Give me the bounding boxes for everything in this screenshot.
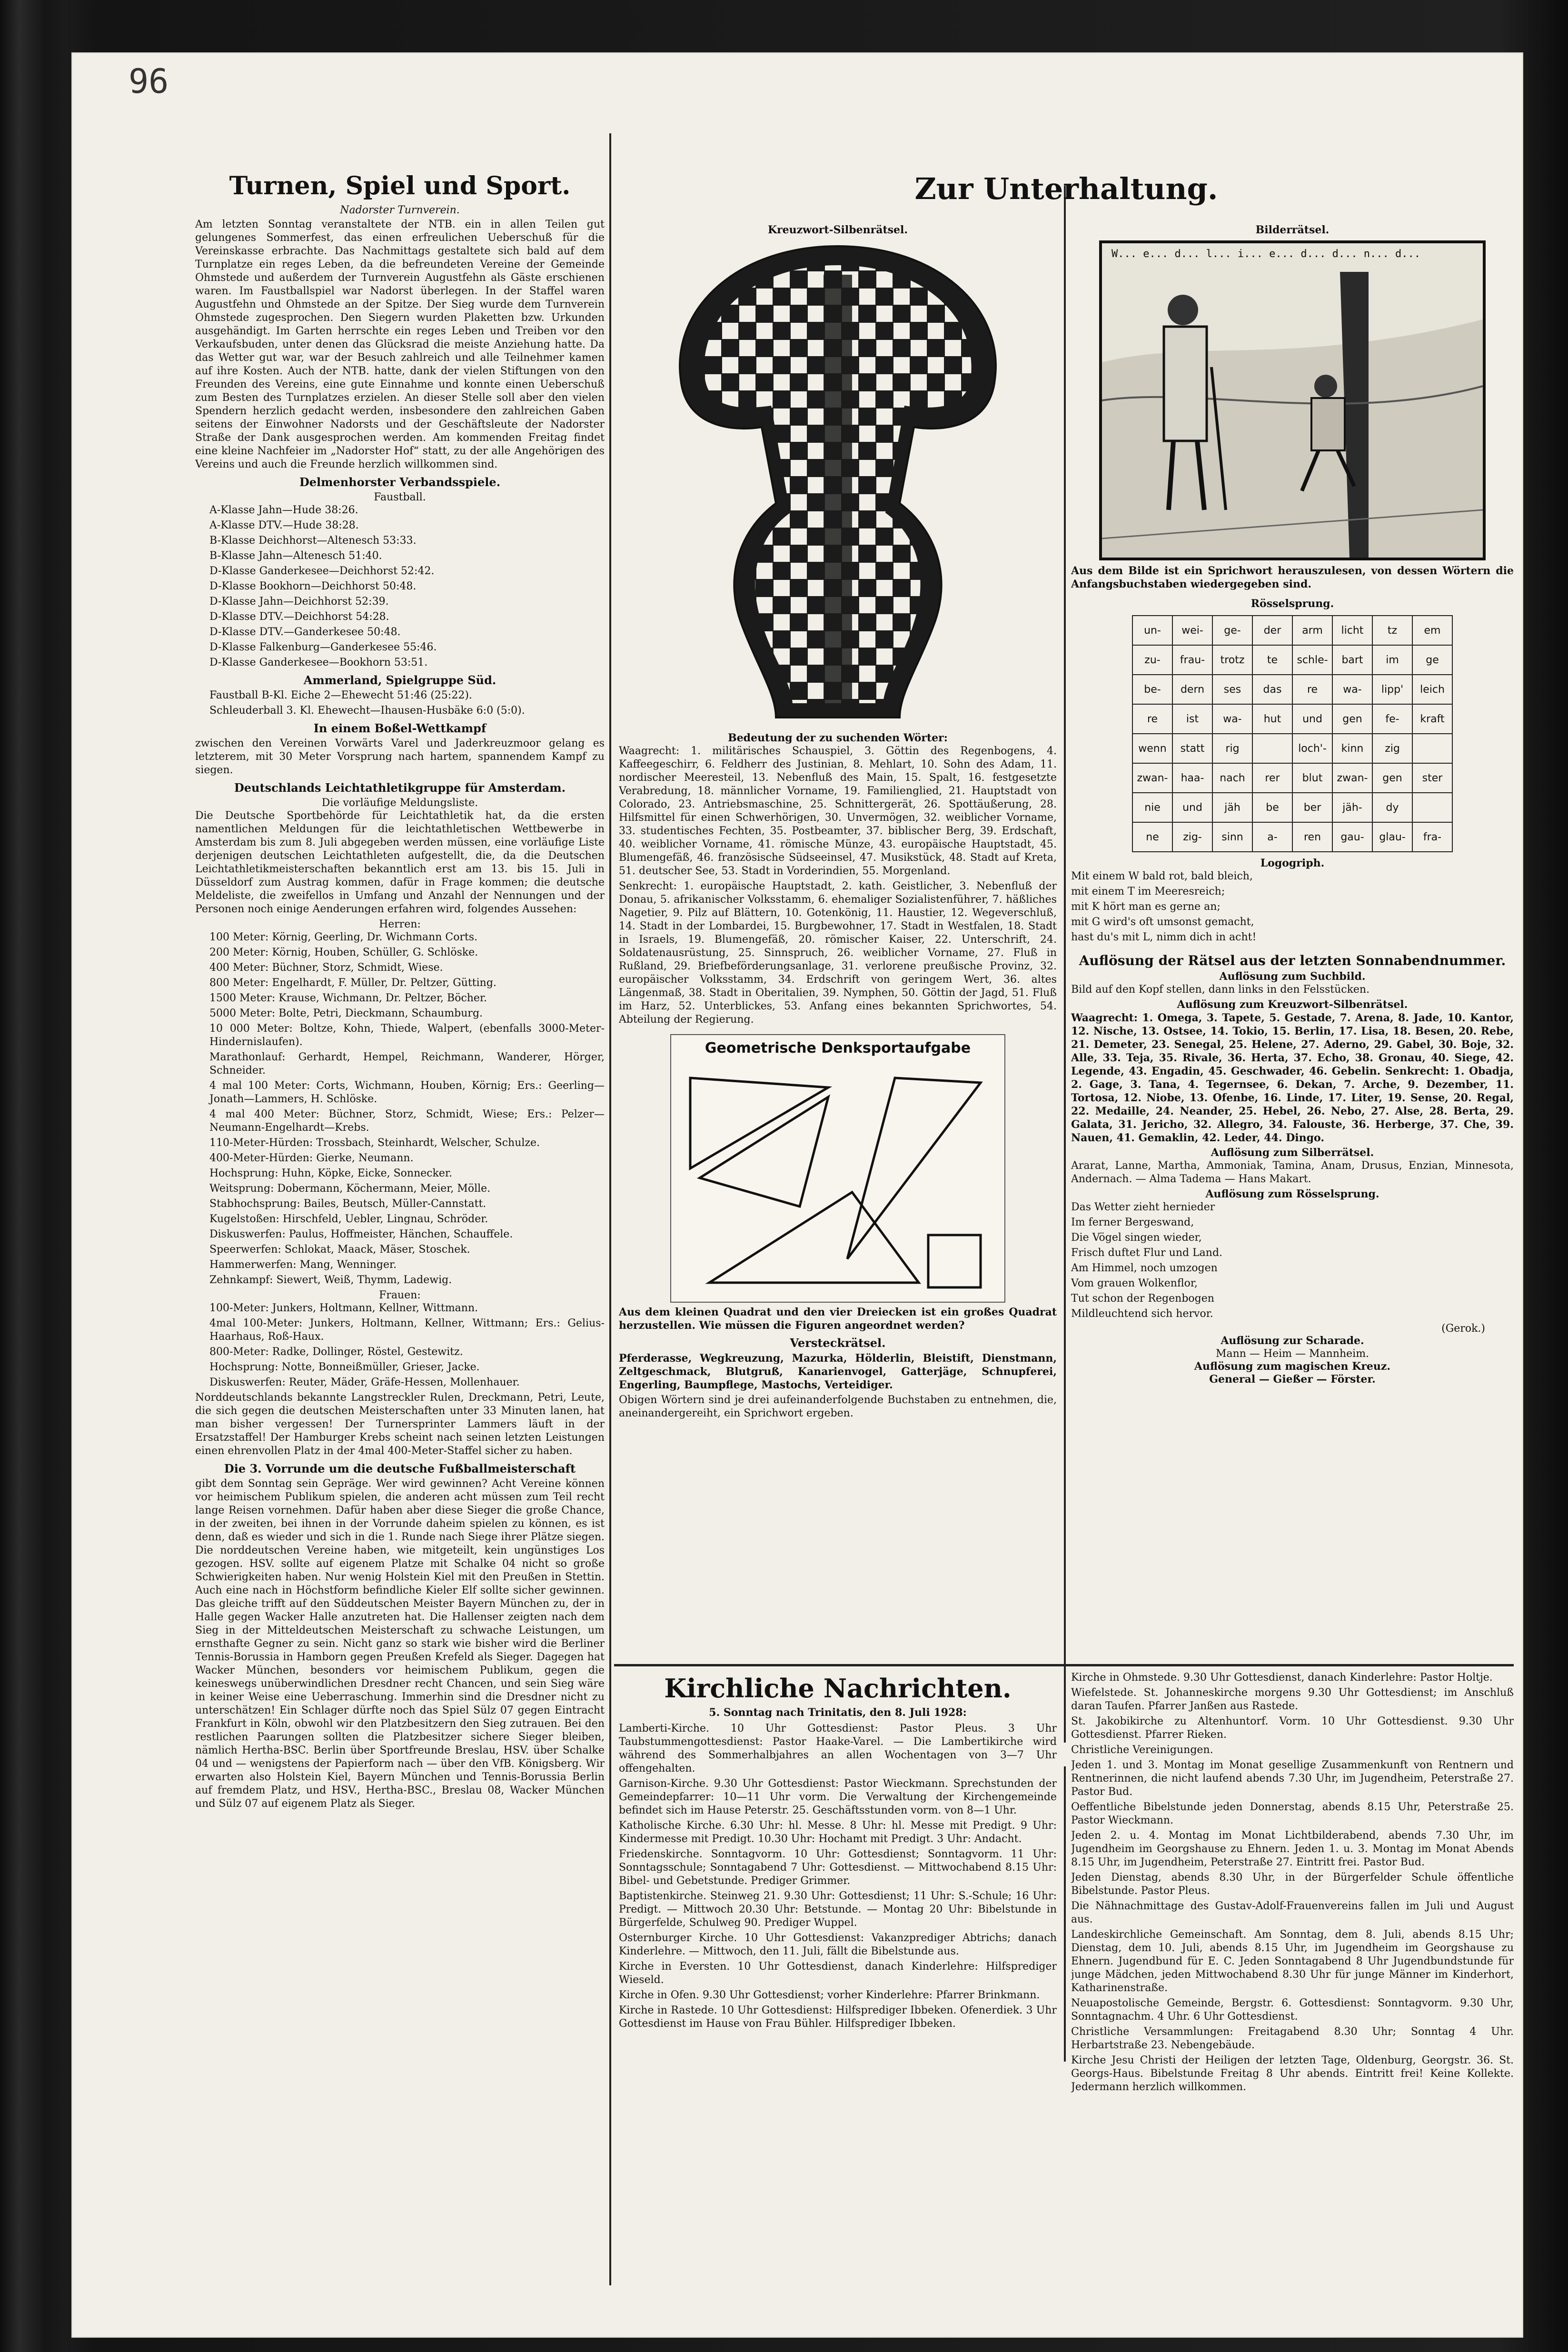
grid-cell: nach — [1212, 763, 1252, 793]
grid-cell: te — [1252, 645, 1292, 675]
grid-cell: wa- — [1212, 704, 1252, 734]
sol5-text: Mann — Heim — Mannheim. — [1215, 1348, 1370, 1360]
athlete-entry: 4 mal 400 Meter: Büchner, Storz, Schmidt, Wiese; Ers.: Pelzer—Neumann-Engelhardt—Krebs. — [209, 1108, 605, 1134]
result-line: D-Klasse DTV.—Deichhorst 54:28. — [209, 611, 389, 623]
grid-cell: wei- — [1172, 616, 1212, 645]
crossword-down: Senkrecht: 1. europäische Hauptstadt, 2. kath. Geistlicher, 3. Nebenfluß der Donau, 5. afrikanischer Volksstamm, 6. ehemaliger Sozialistenführer, 7. häßliches Nagetier, 9. Pilz auf Blättern, 10. Gotenkönig, 11. Haustier, 12. Wegeverschluß, 14. Stadt in der Lombardei, 15. Burgbewohner, 17. Stadt in Westfalen, 18. Stadt in Israels, 19. Blumengefäß, 20. römischer Kaiser, 22. Unterschrift, 24. Soldatenausrüstung, 25. Sinnspruch, 26. weiblicher Vorname, 27. Fluß in Rußland, 29. Briefbeförderungsanlage, 31. verlorene preußische Provinz, 32. europäischer Volksstamm, 34. Erdschrift von geringem Wert, 36. altes Längenmaß, 38. Stadt in Oberitalien, 39. Nymphen, 50. Göttin der Jagd, 51. Fluß im Harz, 52. Unterblickes, 53. Anfang eines bekannten Sprichwortes, 54. Abteilung der Regierung. — [619, 880, 1057, 1026]
church-entry: Baptistenkirche. Steinweg 21. 9.30 Uhr: Gottesdienst; 11 Uhr: S.-Schule; 16 Uhr: Predigt. — Mittwoch 20.30 Uhr: Betstunde. — Montag 20 Uhr: Bibelstunde in Bürgerfelde, Schulweg 90. Prediger Wuppel. — [619, 1890, 1057, 1929]
church-entry: Katholische Kirche. 6.30 Uhr: hl. Messe. 8 Uhr: hl. Messe mit Predigt. 9 Uhr: Kindermesse mit Predigt. 10.30 Uhr: Hochamt mit Predigt. 3 Uhr: Andacht. — [619, 1820, 1057, 1845]
crossword-title: Kreuzwort-Silbenrätsel. — [767, 224, 908, 236]
grid-cell: und — [1292, 704, 1332, 734]
grid-cell: fra- — [1412, 822, 1452, 852]
church-entry: Kirche Jesu Christi der Heiligen der letzten Tage, Oldenburg, Georgstr. 36. St. Georgs-Haus. Bibelstunde Freitag 8 Uhr abends. Eintritt frei! Keine Kollekte. Jedermann herzlich willkommen. — [1071, 2054, 1514, 2093]
grid-cell: dern — [1172, 675, 1212, 704]
amsterdam-subtitle: Die vorläufige Meldungsliste. — [321, 797, 478, 809]
poem-line: Vom grauen Wolkenflor, — [1071, 1277, 1198, 1289]
men-list — [195, 931, 605, 1287]
grid-cell: zwan- — [1132, 763, 1172, 793]
women-label: Frauen: — [379, 1289, 421, 1301]
grid-cell: im — [1372, 645, 1412, 675]
poem-line: Am Himmel, noch umzogen — [1071, 1262, 1218, 1274]
geometric-puzzle — [670, 1034, 1005, 1303]
column-divider-3 — [1064, 1766, 1066, 2062]
athlete-entry: 800 Meter: Engelhardt, F. Müller, Dr. Peltzer, Gütting. — [209, 977, 496, 989]
church-entry: Neuapostolische Gemeinde, Bergstr. 6. Gottesdienst: Sonntagvorm. 9.30 Uhr, Sonntagnachm. 4 Uhr. 6 Uhr Gottesdienst. — [1071, 1997, 1514, 2023]
grid-cell: re — [1132, 704, 1172, 734]
grid-cell: hut — [1252, 704, 1292, 734]
church-entry: Lamberti-Kirche. 10 Uhr Gottesdienst: Pastor Pleus. 3 Uhr Taubstummengottesdienst: Pastor Haake-Varel. — Die Lambertikirche wird während des Sommerhalbjahres an allen Wochentagen von 3—7 Uhr offengehalten. — [619, 1723, 1057, 1774]
grid-row — [1132, 763, 1452, 793]
grid-cell: rig — [1212, 734, 1252, 763]
delmenhorst-results — [195, 504, 605, 669]
poem-line: Die Vögel singen wieder, — [1071, 1232, 1202, 1244]
sport-title: Turnen, Spiel und Sport. — [229, 171, 571, 200]
grid-cell: frau- — [1172, 645, 1212, 675]
grid-cell: ist — [1172, 704, 1212, 734]
church-entry: Jeden 2. u. 4. Montag im Monat Lichtbilderabend, abends 7.30 Uhr, im Jugendheim im Georgshause zu Ehnern. Jeden 1. u. 3. Montag im Monat Abends 8.15 Uhr, im Jugendheim, Peterstraße 27. Eintritt frei. Pastor Bud. — [1071, 1830, 1514, 1868]
church-entry: Kirche in Rastede. 10 Uhr Gottesdienst: Hilfsprediger Ibbeken. Ofenerdiek. 3 Uhr Gottesdienst im Hause von Frau Bühler. Hilfsprediger Ibbeken. — [619, 2004, 1057, 2030]
grid-cell: ber — [1292, 793, 1332, 822]
church-entry: St. Jakobikirche zu Altenhuntorf. Vorm. 10 Uhr Gottesdienst. 9.30 Uhr Gottesdienst. Pfarrer Rieken. — [1071, 1715, 1514, 1741]
grid-cell: trotz — [1212, 645, 1252, 675]
result-line: D-Klasse Jahn—Deichhorst 52:39. — [209, 596, 389, 608]
grid-cell: tz — [1372, 616, 1412, 645]
grid-cell: der — [1252, 616, 1292, 645]
result-line: D-Klasse Falkenburg—Ganderkesee 55:46. — [209, 641, 437, 653]
grid-row — [1132, 675, 1452, 704]
result-line: A-Klasse DTV.—Hude 38:28. — [209, 519, 359, 531]
picture-illustration — [1102, 243, 1483, 558]
athlete-entry: 800-Meter: Radke, Dollinger, Röstel, Gestewitz. — [209, 1346, 463, 1358]
geo-title: Geometrische Denksportaufgabe — [705, 1040, 971, 1056]
grid-cell: un- — [1132, 616, 1172, 645]
grid-row — [1132, 704, 1452, 734]
church-entry: Landeskirchliche Gemeinschaft. Am Sonntag, dem 8. Juli, abends 8.15 Uhr; Dienstag, dem 10. Juli, abends 8.15 Uhr, im Jugendheim im Georgshause zu Ehnern. Jugendbund für E. C. Jeden Sonntagabend 8 Uhr Jugendbundstunde für junge Mädchen, jeden Mittwochabend 8.30 Uhr für junge Männer im Kinderhort, Katharinenstraße. — [1071, 1929, 1514, 1994]
grid-row — [1132, 793, 1452, 822]
result-line: D-Klasse Bookhorn—Deichhorst 50:48. — [209, 580, 417, 592]
puzzles-title: Zur Unterhaltung. — [914, 171, 1218, 206]
grid-cell: lipp' — [1372, 675, 1412, 704]
church-entry: Wiefelstede. St. Johanneskirche morgens 9.30 Uhr Gottesdienst; im Anschluß daran Taufen. Pfarrer Janßen aus Rastede. — [1071, 1687, 1514, 1712]
grid-cell: ren — [1292, 822, 1332, 852]
church-entry: Friedenskirche. Sonntagvorm. 10 Uhr: Gottesdienst; Sonntagvorm. 11 Uhr: Sonntagsschule; Sonntagabend 7 Uhr: Gottesdienst. — Mittwochabend 8.15 Uhr: Bibel- und Gebetstunde. Prediger Grimmer. — [619, 1848, 1057, 1887]
grid-cell — [1412, 734, 1452, 763]
grid-cell: nie — [1132, 793, 1172, 822]
grid-cell — [1252, 734, 1292, 763]
bossel-text: zwischen den Vereinen Vorwärts Varel und Jaderkreuzmoor gelang es letzterem, mit 30 Meter Vorsprung nach hartem, spannendem Kampf zu siegen. — [195, 737, 605, 776]
sol2-title: Auflösung zum Kreuzwort-Silbenrätsel. — [1177, 998, 1408, 1011]
logo-title: Logogriph. — [1260, 857, 1325, 869]
picture-title: Bilderrätsel. — [1255, 224, 1330, 236]
bossel-title: In einem Boßel-Wettkampf — [313, 721, 486, 735]
grid-cell: gau- — [1332, 822, 1372, 852]
crossword-mushroom-grid — [619, 237, 1057, 727]
result-line: Faustball B-Kl. Eiche 2—Ehewecht 51:46 (25:22). — [209, 689, 472, 701]
church-title: Kirchliche Nachrichten. — [664, 1673, 1012, 1704]
church-entry: Jeden 1. und 3. Montag im Monat gesellige Zusammenkunft von Rentnern und Rentnerinnen, die nicht laufend abends 7.30 Uhr, im Jugendheim, Peterstraße 27. Pastor Bud. — [1071, 1759, 1514, 1798]
athlete-entry: Hochsprung: Notte, Bonneißmüller, Grieser, Jacke. — [209, 1361, 480, 1373]
church-left-column — [619, 1671, 1057, 2281]
church-entry: Oeffentliche Bibelstunde jeden Donnerstag, abends 8.15 Uhr, Peterstraße 25. Pastor Wieckmann. — [1071, 1801, 1514, 1826]
grid-row — [1132, 822, 1452, 852]
grid-cell: zwan- — [1332, 763, 1372, 793]
logogriph-line: hast du's mit L, nimm dich in acht! — [1071, 931, 1257, 943]
sol1-title: Auflösung zum Suchbild. — [1219, 970, 1366, 983]
grid-cell: glau- — [1372, 822, 1412, 852]
grid-cell: wa- — [1332, 675, 1372, 704]
ammerland-title: Ammerland, Spielgruppe Süd. — [303, 673, 496, 687]
sol4-author: (Gerok.) — [1441, 1323, 1485, 1335]
result-line: B-Klasse Jahn—Altenesch 51:40. — [209, 550, 382, 562]
result-line: Schleuderball 3. Kl. Ehewecht—Ihausen-Husbäke 6:0 (5:0). — [209, 705, 525, 717]
athlete-entry: Zehnkampf: Siewert, Weiß, Thymm, Ladewig. — [209, 1274, 452, 1286]
ammerland-results — [195, 689, 605, 718]
knight-jump-grid — [1132, 615, 1453, 852]
north-text: Norddeutschlands bekannte Langstreckler Rulen, Dreckmann, Petri, Leute, die sich gegen die deutschen Meisterschaften unter 33 Minuten lanen, hat man bisher vergessen! Der Turnersprinter Lammers läuft in der Ersatzstaffel! Der Hamburger Krebs scheint nach seinen letzten Leistungen einen ehrenvollen Platz in der 4mal 400-Meter-Staffel sicher zu haben. — [195, 1392, 605, 1457]
logogriph-line: mit einem T im Meeresreich; — [1071, 886, 1225, 897]
grid-cell: a- — [1252, 822, 1292, 852]
hidden-words: Pferderasse, Wegkreuzung, Mazurka, Hölderlin, Bleistift, Dienstmann, Zeltgeschmack, Blutgruß, Kanarienvogel, Gatterjäge, Schnupferei, Engerling, Baumpflege, Mastochs, Verteidiger. — [619, 1352, 1057, 1391]
church-entry: Osternburger Kirche. 10 Uhr Gottesdienst: Vakanzprediger Abtrichs; danach Kinderlehre. — Mittwoch, den 11. Juli, fällt die Bibelstunde aus. — [619, 1932, 1057, 1957]
grid-cell: bart — [1332, 645, 1372, 675]
crossword-column — [619, 224, 1057, 1657]
poem-line: Das Wetter zieht hernieder — [1071, 1201, 1215, 1213]
sol6-title: Auflösung zum magischen Kreuz. — [1194, 1360, 1391, 1373]
athlete-entry: 400-Meter-Hürden: Gierke, Neumann. — [209, 1152, 414, 1164]
athlete-entry: 100 Meter: Körnig, Geerling, Dr. Wichmann Corts. — [209, 931, 478, 943]
grid-row — [1132, 645, 1452, 675]
result-line: D-Klasse Ganderkesee—Deichhorst 52:42. — [209, 565, 435, 577]
logogriph-line: mit K hört man es gerne an; — [1071, 901, 1221, 913]
grid-cell: gen — [1372, 763, 1412, 793]
grid-cell: ne — [1132, 822, 1172, 852]
athlete-entry: 10 000 Meter: Boltze, Kohn, Thiede, Walpert, (ebenfalls 3000-Meter-Hindernislaufen). — [209, 1023, 605, 1048]
women-list — [195, 1302, 605, 1389]
hidden-title: Versteckrätsel. — [790, 1336, 886, 1350]
athlete-entry: Diskuswerfen: Paulus, Hoffmeister, Hänchen, Schauffele. — [209, 1228, 513, 1240]
logogriph-lines — [1071, 870, 1514, 944]
athlete-entry: Hochsprung: Huhn, Köpke, Eicke, Sonnecker. — [209, 1167, 453, 1179]
sol6-text: General — Gießer — Förster. — [1209, 1373, 1376, 1385]
page-number: 96 — [129, 62, 169, 101]
column-divider-1 — [609, 133, 611, 2285]
athlete-entry: Marathonlauf: Gerhardt, Hempel, Reichmann, Wanderer, Hörger, Schneider. — [209, 1051, 605, 1076]
church-entry: Kirche in Ohmstede. 9.30 Uhr Gottesdienst, danach Kinderlehre: Pastor Holtje. — [1071, 1672, 1493, 1684]
church-entry: Garnison-Kirche. 9.30 Uhr Gottesdienst: Pastor Wieckmann. Sprechstunden der Gemeindepfarrer: 10—11 Uhr vorm. Die Verwaltung der Kirchengemeinde befindet sich im Hause Peterstr. 25. Geschäftsstunden vorm. von 8—1 Uhr. — [619, 1778, 1057, 1816]
church-right-entries — [1071, 1671, 1514, 2094]
sol1-text: Bild auf den Kopf stellen, dann links in den Felsstücken. — [1071, 984, 1370, 996]
geo-figure — [671, 1035, 1004, 1302]
athlete-entry: Hammerwerfen: Mang, Wenninger. — [209, 1259, 397, 1271]
sol5-title: Auflösung zur Scharade. — [1221, 1335, 1364, 1347]
grid-cell: arm — [1292, 616, 1332, 645]
grid-cell: jäh- — [1332, 793, 1372, 822]
football-text: gibt dem Sonntag sein Gepräge. Wer wird gewinnen? Acht Vereine können vor heimischem Publikum spielen, die anderen acht müssen zum Teil recht lange Reisen vornehmen. Dafür haben aber diese Sieger die große Chance, in der zweiten, bei ihnen in der Vorrunde daheim spielen zu können, es ist denn, daß es wieder und sich in die 1. Runde nach Siege ihrer Plätze siegen. Die norddeutschen Vereine haben, wie mitgeteilt, kein ungünstiges Los gezogen. HSV. sollte auf eigenem Platze mit Schalke 04 nicht so große Schwierigkeiten haben. Nur wenig Holstein Kiel mit den Preußen in Stettin. Auch eine nach in Höchstform befindliche Kieler Elf sollte sicher gewinnen. Das gleiche trifft auf den Süddeutschen Meister Bayern München zu, der in Halle gegen Wacker Halle anzutreten hat. Die Hallenser zeigten nach dem Sieg in der Mitteldeutschen Meisterschaft zu schwache Leistungen, um ernsthafte Gegner zu sein. Nicht ganz so stark wie bisher wird die Berliner Tennis-Borussia in Hamborn gegen Preußen Krefeld als Sieger. Dagegen hat Wacker München, besonders vor heimischem Publikum, gegen die keineswegs unüberwindlichen Dresdner recht Chancen, und sein Sieg wäre in keiner Weise eine Ueberraschung. Immerhin sind die Dresdner nicht zu unterschätzen! Ein Schlager dürfte noch das Spiel Sülz 07 gegen Eintracht Frankfurt in Köln, obwohl wir den Platzbesitzern den Sieg zutrauen. Bei den restlichen Paarungen sollten die Platzbesitzer sichere Sieger bleiben, nämlich Hertha-BSC. Berlin über Sportfreunde Breslau, HSV. über Schalke 04 und — wenigstens der Papierform nach — über den VfB. Königsberg. Wir erwarten also Holstein Kiel, Bayern München und Tennis-Borussia Berlin auf fremdem Platz, und HSV., Hertha-BSC., Breslau 08, Wacker München und Sülz 07 auf eigenem Platz als Sieger. — [195, 1478, 605, 1810]
amsterdam-text: Die Deutsche Sportbehörde für Leichtathletik hat, da die ersten namentlichen Meldungen für die leichtathletischen Wettbewerbe in Amsterdam bis zum 8. Juli abgegeben werden müssen, eine vorläufige Liste derjenigen deutschen Leichtathleten aufgestellt, die, da die Deutschen Leichtathletikmeisterschaften bekanntlich erst am 13. bis 15. Juli in Düsseldorf zum Austrag kommen, dafür in Frage kommen; die deutsche Meldeliste, die zweifellos in Umfang und Anzahl der Nennungen und der Personen noch einige Aenderungen erfahren wird, folgendes Aussehen: — [195, 810, 605, 915]
athlete-entry: 5000 Meter: Bolte, Petri, Dieckmann, Schaumburg. — [209, 1007, 483, 1019]
logogriph-line: Mit einem W bald rot, bald bleich, — [1071, 870, 1253, 882]
amsterdam-title: Deutschlands Leichtathletikgruppe für Amsterdam. — [234, 781, 566, 795]
picture-puzzle-frame — [1099, 240, 1486, 560]
grid-row — [1132, 734, 1452, 763]
poem-line: Tut schon der Regenbogen — [1071, 1293, 1214, 1305]
logogriph-line: mit G wird's oft umsonst gemacht, — [1071, 916, 1254, 928]
church-entry: Christliche Vereinigungen. — [1071, 1744, 1213, 1756]
grid-cell: zig — [1372, 734, 1412, 763]
grid-cell: statt — [1172, 734, 1212, 763]
grid-cell: wenn — [1132, 734, 1172, 763]
church-entry: Kirche in Ofen. 9.30 Uhr Gottesdienst; vorher Kinderlehre: Pfarrer Brinkmann. — [619, 1989, 1040, 2001]
athlete-entry: 400 Meter: Büchner, Storz, Schmidt, Wiese. — [209, 962, 443, 974]
column-divider-2 — [1064, 186, 1066, 1743]
grid-cell: zu- — [1132, 645, 1172, 675]
athlete-entry: 200 Meter: Körnig, Houben, Schüller, G. Schlöske. — [209, 947, 478, 958]
grid-cell: dy — [1372, 793, 1412, 822]
grid-cell: haa- — [1172, 763, 1212, 793]
athlete-entry: Weitsprung: Dobermann, Köchermann, Meier, Mölle. — [209, 1183, 491, 1195]
football-title: Die 3. Vorrunde um die deutsche Fußballmeisterschaft — [224, 1462, 576, 1475]
result-line: D-Klasse Ganderkesee—Bookhorn 53:51. — [209, 657, 428, 668]
athlete-entry: 110-Meter-Hürden: Trossbach, Steinhardt, Welscher, Schulze. — [209, 1137, 540, 1149]
geo-text: Aus dem kleinen Quadrat und den vier Dreiecken ist ein großes Quadrat herzustellen. Wie müssen die Figuren angeordnet werden? — [619, 1306, 1057, 1332]
church-top-rule — [614, 1664, 1514, 1666]
grid-cell: kinn — [1332, 734, 1372, 763]
grid-cell: licht — [1332, 616, 1372, 645]
grid-cell: loch'- — [1292, 734, 1332, 763]
sol4-poem — [1071, 1201, 1514, 1321]
athlete-entry: Diskuswerfen: Reuter, Mäder, Gräfe-Hessen, Mollenhauer. — [209, 1376, 520, 1388]
athlete-entry: Stabhochsprung: Bailes, Beutsch, Müller-Cannstatt. — [209, 1198, 486, 1210]
crossword-across: Waagrecht: 1. militärisches Schauspiel, 3. Göttin des Regenbogens, 4. Kaffeegeschirr, 6. Feldherr des Justinian, 8. Mehlart, 10. Sohn des Adam, 11. nordischer Meeresteil, 13. Nebenfluß des Main, 15. Spalt, 16. festgesetzte Verabredung, 18. männlicher Vorname, 19. Familienglied, 21. Hauptstadt von Colorado, 23. Antriebsmaschine, 25. Schnittergerät, 26. Spottäußerung, 28. Hilfsmittel für einen Schwerhörigen, 30. Unvermögen, 32. weiblicher Vorname, 33. studentisches Fechten, 35. Postbeamter, 37. biblischer Berg, 39. Erdschaft, 40. weiblicher Vorname, 41. römische Münze, 43. europäische Hauptstadt, 45. Blumengefäß, 46. französische Südseeinsel, 47. Musikstück, 48. Stadt auf Kreta, 51. deutscher See, 53. Stadt in Vorderindien, 55. Morgenland. — [619, 745, 1057, 877]
sol3-text: Ararat, Lanne, Martha, Ammoniak, Tamina, Anam, Drusus, Enzian, Minnesota, Andernach. — Alma Tadema — Hans Makart. — [1071, 1160, 1514, 1185]
athlete-entry: 4mal 100-Meter: Junkers, Holtmann, Kellner, Wittmann; Ers.: Gelius-Haarhaus, Roß-Haux. — [209, 1317, 605, 1343]
church-left-entries — [619, 1722, 1057, 2031]
grid-cell: re — [1292, 675, 1332, 704]
sol4-title: Auflösung zum Rösselsprung. — [1205, 1188, 1379, 1200]
solutions-title: Auflösung der Rätsel aus der letzten Sonnabendnummer. — [1079, 953, 1506, 968]
grid-cell: ge- — [1212, 616, 1252, 645]
grid-cell: ses — [1212, 675, 1252, 704]
athlete-entry: 100-Meter: Junkers, Holtmann, Kellner, Wittmann. — [209, 1302, 478, 1314]
sport-subtitle: Nadorster Turnverein. — [340, 204, 460, 216]
athlete-entry: Speerwerfen: Schlokat, Maack, Mäser, Stoschek. — [209, 1244, 470, 1256]
grid-cell: das — [1252, 675, 1292, 704]
hidden-text: Obigen Wörtern sind je drei aufeinanderfolgende Buchstaben zu entnehmen, die, aneinandergereiht, ein Sprichwort ergeben. — [619, 1394, 1057, 1419]
jump-title: Rösselsprung. — [1250, 598, 1334, 610]
grid-cell: kraft — [1412, 704, 1452, 734]
result-line: B-Klasse Deichhorst—Altenesch 53:33. — [209, 535, 417, 547]
grid-cell: rer — [1252, 763, 1292, 793]
church-entry: Christliche Versammlungen: Freitagabend 8.30 Uhr; Sonntag 4 Uhr. Herbartstraße 23. Nebengebäude. — [1071, 2026, 1514, 2051]
sport-intro: Am letzten Sonntag veranstaltete der NTB. ein in allen Teilen gut gelungenes Sommerfest, das einen erfreulichen Ueberschuß für die Vereinskasse erbrachte. Das Nachmittags gestaltete sich bald auf dem Turnplatze ein reges Leben, da die befreundeten Vereine der Gemeinde Ohmstede und außerdem der Turnverein Augustfehn als Gäste erschienen waren. Im Faustballspiel war Nadorst überlegen. In der Staffel waren Augustfehn und Ohmstede an der Spitze. Der Sieg wurde dem Turnverein Ohmstede zugesprochen. Den Siegern wurden Plaketten bzw. Urkunden ausgehändigt. Im Garten herrschte ein reges Leben und Treiben vor den Verkaufsbuden, unter denen das Glücksrad die meiste Anziehung hatte. Da das Wetter gut war, war der Besuch zahlreich und alle Teilnehmer kamen auf ihre Kosten. Auch der NTB. hatte, dank der vielen Stiftungen von den Freunden des Vereins, eine gute Einnahme und konnte einen Ueberschuß zum Besten des Turnplatzes erzielen. An dieser Stelle soll aber den vielen Spendern herzlich gedacht werden, insbesondere den zahlreichen Gaben seitens der Einwohner Nadorsts und der Geschäftsleute der Nadorster Straße der Dank ausgesprochen werden. Am kommenden Freitag findet eine kleine Nachfeier im „Nadorster Hof“ statt, zu der alle Angehörigen des Vereins und auch die Freunde herzlich willkommen sind. — [195, 219, 605, 470]
grid-row — [1132, 616, 1452, 645]
result-line: D-Klasse DTV.—Ganderkesee 50:48. — [209, 626, 401, 638]
men-label: Herren: — [379, 918, 421, 930]
grid-cell: ge — [1412, 645, 1452, 675]
sol2-text: Waagrecht: 1. Omega, 3. Tapete, 5. Gestade, 7. Arena, 8. Jade, 10. Kantor, 12. Nische, 13. Ostsee, 14. Tokio, 15. Berlin, 17. Lisa, 18. Besen, 20. Rebe, 21. Demeter, 23. Senegal, 25. Helene, 27. Aderno, 29. Gabel, 30. Boje, 32. Alle, 33. Teja, 35. Rivale, 36. Herta, 37. Echo, 38. Gronau, 40. Siege, 42. Legende, 43. Engadin, 45. Geschwader, 46. Gebelin. Senkrecht: 1. Obadja, 2. Gage, 3. Tana, 4. Tegernsee, 6. Dekan, 7. Arche, 9. Dezember, 11. Tortosa, 12. Niobe, 13. Ofenbe, 16. Linde, 17. Liter, 19. Sense, 20. Regal, 22. Medaille, 24. Neander, 25. Hebel, 26. Nebo, 27. Alse, 28. Berta, 29. Galata, 31. Jericho, 32. Allegro, 34. Falouste, 36. Herberge, 37. Che, 39. Nauen, 41. Gemaklin, 42. Leder, 44. Dingo. — [1071, 1012, 1514, 1144]
picture-text: Aus dem Bilde ist ein Sprichwort herauszulesen, von dessen Wörtern die Anfangsbuchstaben wiedergegeben sind. — [1071, 565, 1514, 590]
faustball-label: Faustball. — [374, 491, 426, 503]
poem-line: Mildleuchtend sich hervor. — [1071, 1308, 1213, 1320]
newspaper-page — [71, 52, 1523, 2338]
church-right-column — [1071, 1671, 1514, 2281]
grid-cell: ster — [1412, 763, 1452, 793]
grid-cell: sinn — [1212, 822, 1252, 852]
poem-line: Im ferner Bergeswand, — [1071, 1216, 1194, 1228]
grid-cell: be- — [1132, 675, 1172, 704]
sol3-title: Auflösung zum Silberrätsel. — [1211, 1146, 1374, 1159]
grid-cell: schle- — [1292, 645, 1332, 675]
sport-column — [195, 171, 605, 2285]
grid-cell: blut — [1292, 763, 1332, 793]
right-puzzle-column — [1071, 224, 1514, 1657]
picture-caption-top: W... e... d... l... i... e... d... d... n... d... — [1111, 248, 1421, 260]
church-entry: Die Nähnachmittage des Gustav-Adolf-Frauenvereins fallen im Juli und August aus. — [1071, 1900, 1514, 1925]
grid-cell: gen — [1332, 704, 1372, 734]
athlete-entry: Kugelstoßen: Hirschfeld, Uebler, Lingnau, Schröder. — [209, 1213, 488, 1225]
grid-cell: em — [1412, 616, 1452, 645]
delmenhorst-title: Delmenhorster Verbandsspiele. — [299, 475, 501, 489]
church-entry: Jeden Dienstag, abends 8.30 Uhr, in der Bürgerfelder Schule öffentliche Bibelstunde. Pastor Pleus. — [1071, 1872, 1514, 1897]
grid-cell: und — [1172, 793, 1212, 822]
church-entry: Kirche in Eversten. 10 Uhr Gottesdienst, danach Kinderlehre: Hilfsprediger Wieseld. — [619, 1961, 1057, 1986]
grid-cell: zig- — [1172, 822, 1212, 852]
athlete-entry: 1500 Meter: Krause, Wichmann, Dr. Peltzer, Böcher. — [209, 992, 487, 1004]
grid-cell: be — [1252, 793, 1292, 822]
poem-line: Frisch duftet Flur und Land. — [1071, 1247, 1223, 1259]
grid-cell: jäh — [1212, 793, 1252, 822]
grid-cell: leich — [1412, 675, 1452, 704]
result-line: A-Klasse Jahn—Hude 38:26. — [209, 504, 358, 516]
church-date: 5. Sonntag nach Trinitatis, den 8. Juli 1928: — [709, 1706, 967, 1719]
meaning-title: Bedeutung der zu suchenden Wörter: — [728, 732, 948, 744]
grid-cell: fe- — [1372, 704, 1412, 734]
grid-cell — [1412, 793, 1452, 822]
athlete-entry: 4 mal 100 Meter: Corts, Wichmann, Houben, Körnig; Ers.: Geerling—Jonath—Lammers, H. Schlöske. — [209, 1080, 605, 1105]
